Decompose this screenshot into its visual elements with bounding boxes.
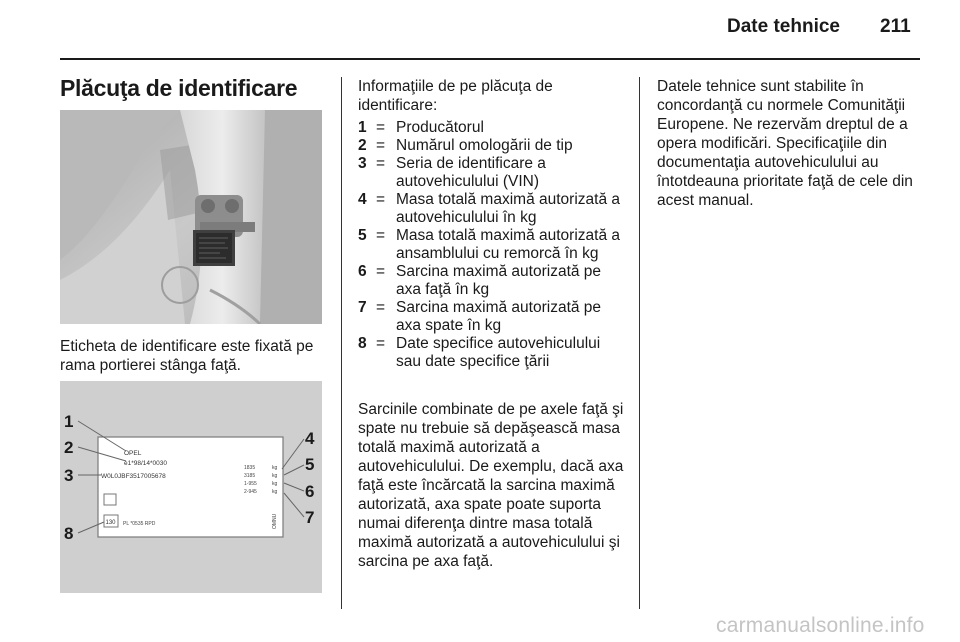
plate-unit: kg (272, 473, 278, 479)
plate-maker: OPEL (124, 450, 142, 457)
technical-data-note: Datele tehnice sunt stabilite în concordanţă cu normele Comunităţii Europene. Ne rezervăm dreptul de a opera modificări. Specificaţiile din documentaţia autovehiculului au întotdeauna prioritate faţă de cele din acest manual. (657, 78, 913, 209)
plate-unit: kg (272, 465, 278, 471)
plate-code: 130 (105, 520, 116, 526)
legend-item (358, 263, 628, 299)
plate-weight: 1835 (244, 465, 256, 471)
legend-item (358, 155, 628, 191)
plate-side-code: OMNU (272, 513, 278, 529)
legend-equals: = (376, 299, 386, 316)
legend-text: Masa totală maximă autorizată a autovehiculului în kg (396, 191, 620, 226)
running-header-title: Date tehnice (727, 16, 840, 37)
column-divider (639, 77, 640, 609)
legend-item (358, 137, 628, 155)
callout-number: 2 (64, 438, 74, 457)
legend-number: 7 (358, 299, 367, 316)
axle-load-paragraph: Sarcinile combinate de pe axele faţă şi spate nu trebuie să depăşească masa totală maximă autorizată a autovehiculului. De exemplu, dacă axa faţă este încărcată la sarcina maximă autorizată, axa spate poate suporta numai diferenţa dintre masa totală maximă autorizată a autovehiculului şi sarcina pe axa faţă. (358, 401, 624, 570)
plate-weight: 1-955 (244, 481, 257, 487)
page-number: 211 (880, 16, 911, 37)
legend-text: Masa totală maximă autorizată a ansamblului cu remorcă în kg (396, 227, 620, 262)
legend-number: 3 (358, 155, 367, 172)
legend-text: Date specifice autovehiculului sau date specifice ţării (396, 335, 601, 370)
door-frame-photo (60, 110, 322, 324)
callout-number: 5 (305, 455, 315, 474)
watermark: carmanualsonline.info (716, 614, 925, 637)
callout-number: 3 (64, 466, 74, 485)
legend-number: 6 (358, 263, 367, 280)
legend-number: 5 (358, 227, 367, 244)
id-plate-diagram (60, 381, 322, 593)
legend-equals: = (376, 119, 386, 136)
legend-text: Producătorul (396, 119, 484, 136)
legend-equals: = (376, 191, 386, 208)
header-rule (60, 58, 920, 60)
legend-list (358, 119, 628, 371)
callout-number: 8 (64, 524, 74, 543)
legend-equals: = (376, 263, 386, 280)
callout-number: 7 (305, 508, 315, 527)
callout-number: 6 (305, 482, 315, 501)
photo-caption: Eticheta de identificare este fixată pe rama portierei stânga faţă. (60, 338, 314, 374)
column-divider (341, 77, 342, 609)
legend-intro: Informaţiile de pe plăcuţa de identificare: (358, 78, 553, 114)
plate-vin: W0L0JBF3517005678 (101, 473, 166, 480)
callout-number: 4 (305, 429, 315, 448)
legend-text: Numărul omologării de tip (396, 137, 573, 154)
plate-weight: 3185 (244, 473, 256, 479)
legend-number: 1 (358, 119, 367, 136)
legend-equals: = (376, 335, 386, 352)
legend-item (358, 191, 628, 227)
legend-text: Sarcina maximă autorizată pe axa spate în kg (396, 299, 602, 334)
legend-item (358, 227, 628, 263)
legend-text: Sarcina maximă autorizată pe axa faţă în kg (396, 263, 602, 298)
plate-country: PL *0535 RPD (123, 521, 156, 527)
legend-item (358, 119, 628, 137)
plate-weight: 2-945 (244, 489, 257, 495)
legend-number: 4 (358, 191, 367, 208)
legend-equals: = (376, 137, 386, 154)
plate-unit: kg (272, 489, 278, 495)
legend-equals: = (376, 155, 386, 172)
legend-number: 2 (358, 137, 367, 154)
plate-unit: kg (272, 481, 278, 487)
legend-item (358, 299, 628, 335)
legend-text: Seria de identificare a autovehiculului (VIN) (396, 155, 546, 190)
callout-number: 1 (64, 412, 74, 431)
section-title: Plăcuţa de identificare (60, 75, 298, 101)
plate-approval: e1*98/14*0030 (124, 460, 168, 467)
legend-equals: = (376, 227, 386, 244)
legend-number: 8 (358, 335, 367, 352)
legend-item (358, 335, 628, 371)
